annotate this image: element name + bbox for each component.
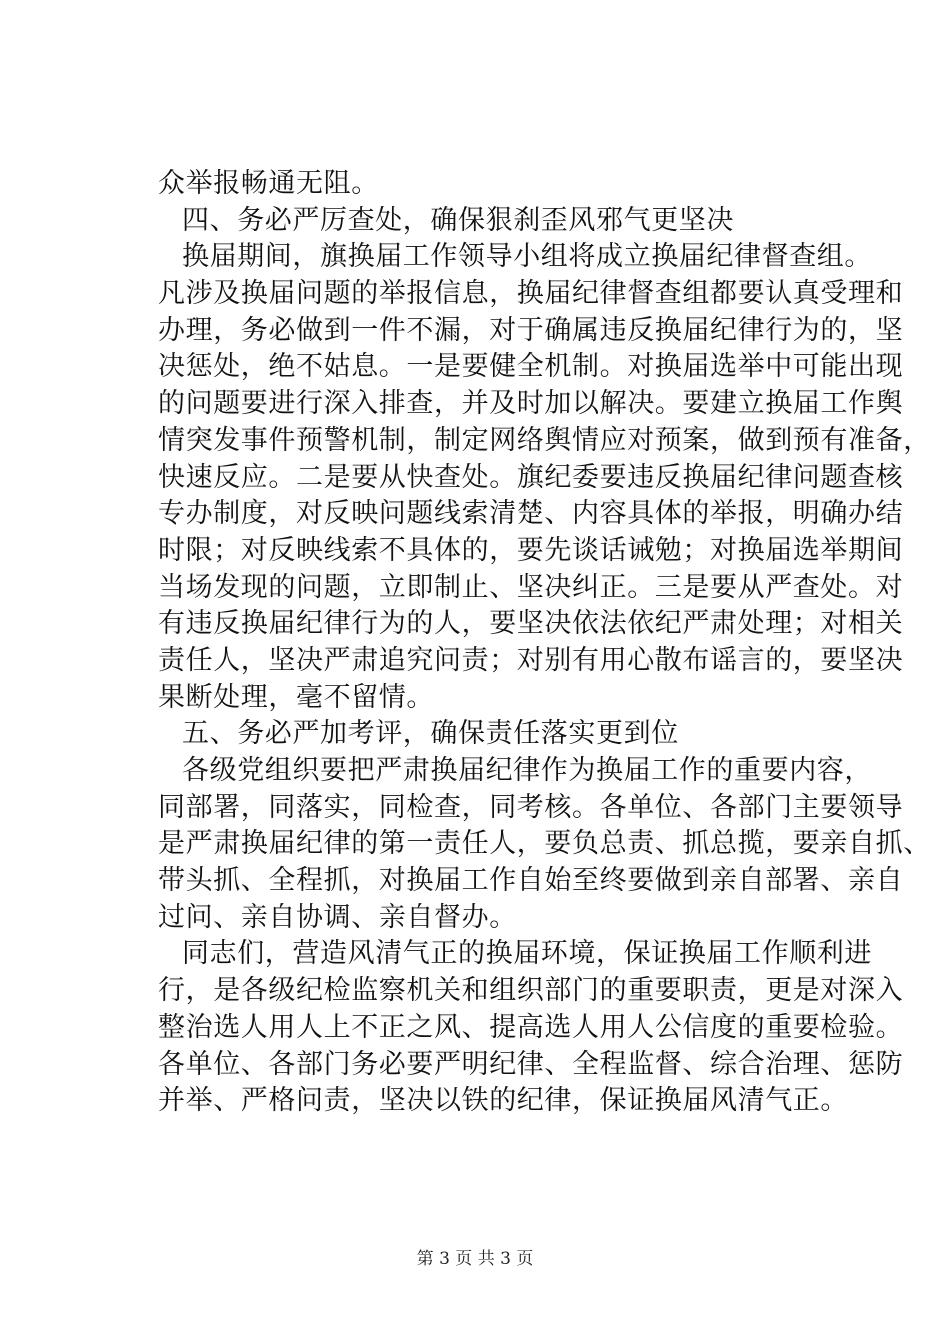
text-line: 责任人，坚决严肃追究问责；对别有用心散布谣言的，要坚决	[158, 644, 904, 676]
text-line: 过问、亲自协调、亲自督办。	[158, 901, 517, 933]
text-line: 同志们，营造风清气正的换届环境，保证换届工作顺利进	[182, 938, 872, 970]
document-body	[158, 166, 931, 1120]
text-line: 果断处理，毫不留情。	[158, 681, 434, 713]
text-line: 专办制度，对反映问题线索清楚、内容具体的举报，明确办结	[158, 498, 904, 530]
text-line: 当场发现的问题，立即制止、坚决纠正。三是要从严查处。对	[158, 571, 904, 603]
text-line: 时限；对反映线索不具体的，要先谈话诫勉；对换届选举期间	[158, 534, 904, 566]
text-line: 带头抓、全程抓，对换届工作自始至终要做到亲自部署、亲自	[158, 865, 904, 897]
text-line: 的问题要进行深入排查，并及时加以解决。要建立换届工作舆	[158, 388, 904, 420]
text-line: 并举、严格问责，坚决以铁的纪律，保证换届风清气正。	[158, 1085, 848, 1117]
text-line: 众举报畅通无阻。	[158, 168, 379, 199]
text-line: 四、务必严厉查处，确保狠刹歪风邪气更坚决	[182, 204, 734, 236]
text-line: 各级党组织要把严肃换届纪律作为换届工作的重要内容，	[182, 755, 872, 786]
text-line: 五、务必严加考评，确保责任落实更到位	[182, 718, 679, 750]
text-line: 整治选人用人上不正之风、提高选人用人公信度的重要检验。	[158, 1011, 904, 1043]
text-line: 有违反换届纪律行为的人，要坚决依法依纪严肃处理；对相关	[158, 608, 904, 640]
text-line: 同部署，同落实，同检查，同考核。各单位、各部门主要领导	[158, 791, 904, 823]
text-line: 办理，务必做到一件不漏，对于确属违反换届纪律行为的，坚	[158, 314, 904, 346]
text-line: 情突发事件预警机制，制定网络舆情应对预案，做到预有准备，	[158, 424, 931, 456]
text-line: 凡涉及换届问题的举报信息，换届纪律督查组都要认真受理和	[158, 278, 904, 310]
text-line: 是严肃换届纪律的第一责任人，要负总责、抓总揽，要亲自抓、	[158, 828, 931, 860]
text-line: 快速反应。二是要从快查处。旗纪委要违反换届纪律问题查核	[158, 461, 904, 493]
page-footer: 第 3 页 共 3 页	[416, 1249, 534, 1269]
text-line: 换届期间，旗换届工作领导小组将成立换届纪律督查组。	[182, 241, 872, 273]
text-line: 行，是各级纪检监察机关和组织部门的重要职责，更是对深入	[158, 975, 904, 1007]
text-line: 决惩处，绝不姑息。一是要健全机制。对换届选举中可能出现	[158, 351, 904, 383]
text-line: 各单位、各部门务必要严明纪律、全程监督、综合治理、惩防	[158, 1048, 904, 1080]
